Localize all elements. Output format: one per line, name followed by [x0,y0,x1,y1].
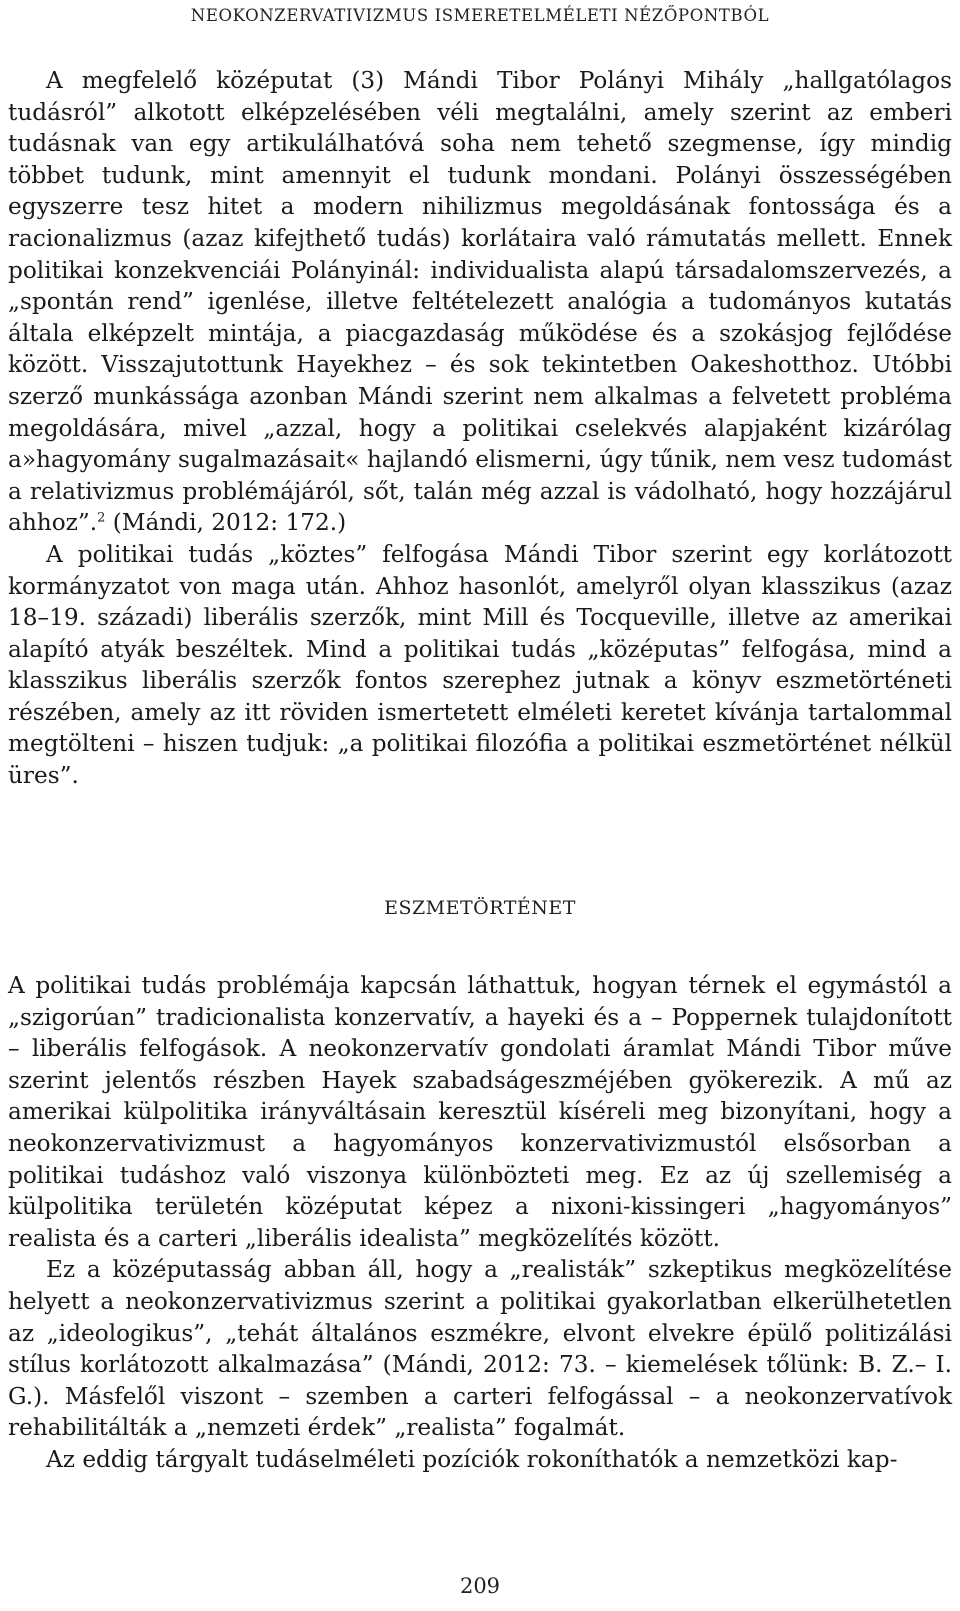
paragraph: Az eddig tárgyalt tudáselméleti pozíciók rokoníthatók a nemzetközi kap- [46,1445,898,1473]
running-header: NEOKONZERVATIVIZMUS ISMERETELMÉLETI NÉZŐPONTBÓL [190,6,770,25]
citation-text: (Mándi, 2012: 172.) [105,509,347,537]
section-heading: ESZMETÖRTÉNET [384,897,576,919]
paragraph: A politikai tudás problémája kapcsán láthattuk, hogyan térnek el egymástól a „szigorúan” tradicionalista konzervatív, a hayeki és a – Poppernek tulajdonított – liberális felfogások. A neokonzervatív gondolati áramlat Mándi Tibor műve szerint jelentős részben Hayek szabadságeszméjében gyökerezik. A mű az amerikai külpolitika irányváltásain keresztül kíséreli meg bizonyítani, hogy a neokonzervativizmust a hagyományos konzervativizmustól elsősorban a politikai tudáshoz való viszonya különbözteti meg. Ez az új szellemiség a külpolitika területén középutat képez a nixoni-kissingeri „hagyományos” realista és a carteri „liberális idealista” megközelítés között. [8,972,952,1252]
paragraph: Ez a középutasság abban áll, hogy a „realisták” szkeptikus megközelítése helyett a neokonzervativizmus szerint a politikai gyakorlatban elkerülhetetlen az „ideologikus”, „tehát általános eszmékre, elvont elvekre épülő politizálási stílus korlátozott alkalmazása” (Mándi, 2012: 73. – kiemelések tőlünk: B. Z.– I. G.). Másfelől viszont – szemben a carteri felfogással – a neokonzervatívok rehabilitálták a „nemzeti érdek” „realista” fogalmát. [8,1256,952,1442]
section-body-2 [8,970,952,1476]
paragraph-text: A megfelelő középutat (3) Mándi Tibor Polányi Mihály „hallgatólagos tudásról” alkotott elképzelésében véli megtalálni, amely szerint az emberi tudásnak van egy artikulálhatóvá soha nem tehető szegmense, így mindig többet tudunk, mint amennyit el tudunk mondani. Polányi összességében egyszerre tesz hitet a modern nihilizmus megoldásának fontossága és a racionalizmus (azaz kifejthető tudás) korlátaira való rámutatás mellett. Ennek politikai konzekvenciái Polányinál: individualista alapú társadalomszervezés, a „spontán rend” igenlése, illetve feltételezett analógia a tudományos kutatás általa elképzelt mintája, a piacgazdaság működése és a szokásjog fejlődése között. Visszajutottunk Hayekhez – és sok tekintetben Oakeshotthoz. Utóbbi szerző munkássága azonban Mándi szerint nem alkalmas a felvetett probléma megoldására, mivel „azzal, hogy a politikai cselekvés alapjaként kizárólag a»hagyomány sugalmazásait« hajlandó elismerni, úgy tűnik, nem vesz tudomást a relativizmus problémájáról, sőt, talán még azzal is vádolható, hogy hozzájárul ahhoz”. [8,67,952,537]
paragraph: A politikai tudás „köztes” felfogása Mándi Tibor szerint egy korlátozott kormányzatot von maga után. Ahhoz hasonlót, amelyről olyan klasszikus (azaz 18–19. századi) liberális szerzők, mint Mill és Tocqueville, illetve az amerikai alapító atyák beszéltek. Mind a politikai tudás „középutas” felfogása, mind a klasszikus liberális szerzők fontos szerephez jutnak a könyv eszmetörténeti részében, amely az itt röviden ismertetett elméleti keretet kívánja tartalommal megtölteni – hiszen tudjuk: „a politikai filozófia a politikai eszmetörténet nélkül üres”. [8,540,952,790]
section-body-1 [8,65,952,792]
footnote-marker[interactable]: 2 [97,510,106,526]
page-number: 209 [459,1574,501,1598]
paragraph [8,65,952,539]
